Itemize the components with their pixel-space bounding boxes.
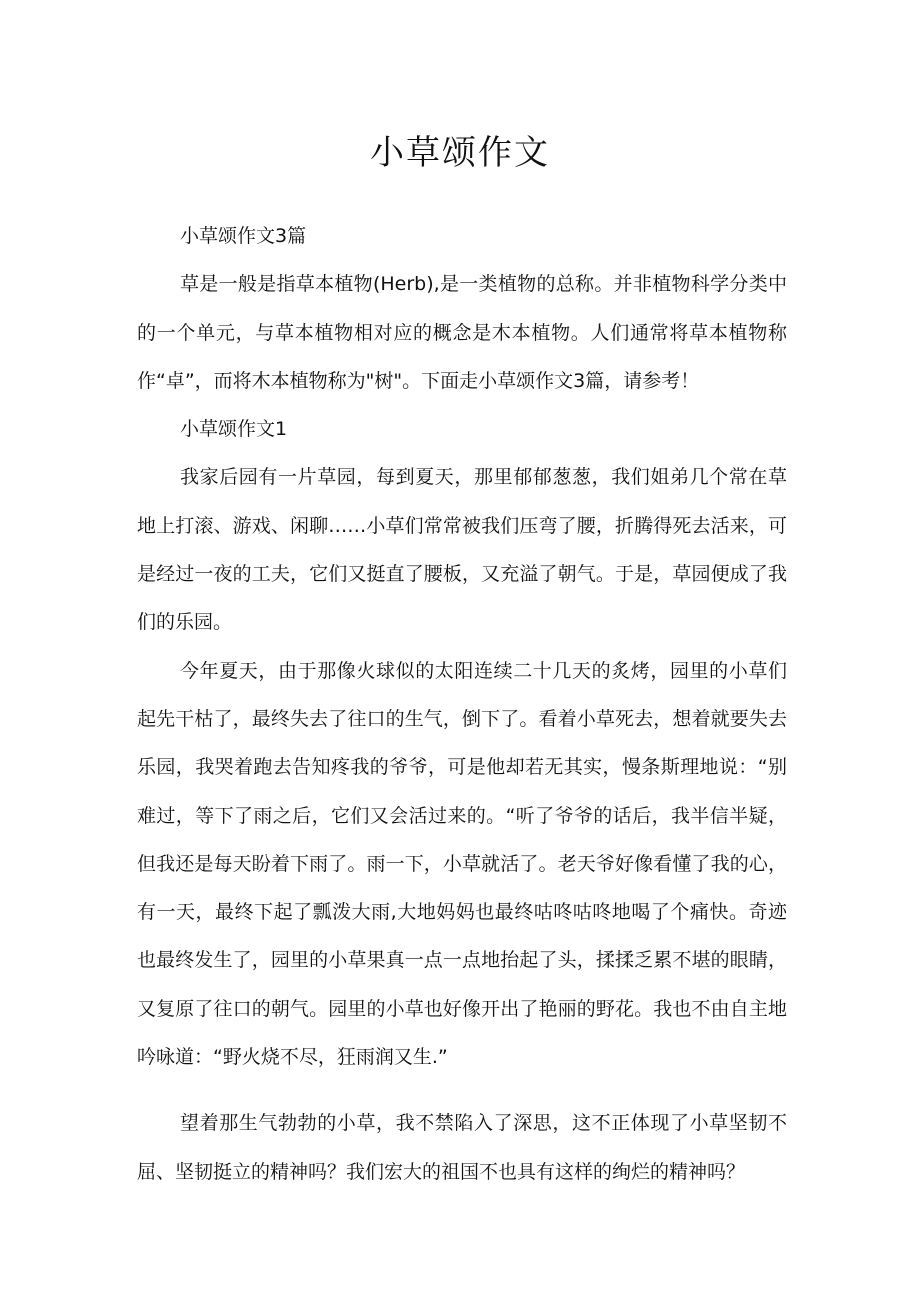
subtitle-paragraph: 小草颂作文3篇 [180,225,307,247]
body-paragraph: 今年夏天，由于那像火球似的太阳连续二十几天的炙烤，园里的小草们起先干枯了，最终失去了往口的生气，倒下了。看着小草死去，想着就要失去乐园，我哭着跑去告知疼我的爷爷，可是他却若无其实，慢条斯理地说：“别难过，等下了雨之后，它们又会活过来的。“听了爷爷的话后，我半信半疑，但我还是每天盼着下雨了。雨一下，小草就活了。老天爷好像看懂了我的心，有一天，最终下起了瓢泼大雨,大地妈妈也最终咕咚咕咚地喝了个痛快。奇迹也最终发生了，园里的小草果真一点一点地抬起了头，揉揉乏累不堪的眼睛，又复原了往口的朝气。园里的小草也好像开出了艳丽的野花。我也不由自主地吟咏道：“野火烧不尽，狂雨润又生.” [137,659,787,1069]
document-title: 小草颂作文 [370,133,550,173]
body-paragraph: 望着那生气勃勃的小草，我不禁陷入了深思，这不正体现了小草坚韧不屈、坚韧挺立的精神吗？我们宏大的祖国不也具有这样的绚烂的精神吗？ [137,1112,787,1183]
section-heading: 小草颂作文1 [180,418,288,441]
intro-paragraph: 草是一般是指草本植物(Herb),是一类植物的总称。并非植物科学分类中的一个单元，与草本植物相对应的概念是木本植物。人们通常将草本植物称作“卓”，而将木本植物称为"树"。下面走小草颂作文3篇，请参考！ [137,273,787,392]
body-paragraph: 我家后园有一片草园，每到夏天，那里郁郁葱葱，我们姐弟几个常在草地上打滚、游戏、闲聊……小草们常常被我们压弯了腰，折腾得死去活来，可是经过一夜的工夫，它们又挺直了腰板，又充溢了朝气。于是，草园便成了我们的乐园。 [137,466,787,634]
document-body [137,212,787,1196]
